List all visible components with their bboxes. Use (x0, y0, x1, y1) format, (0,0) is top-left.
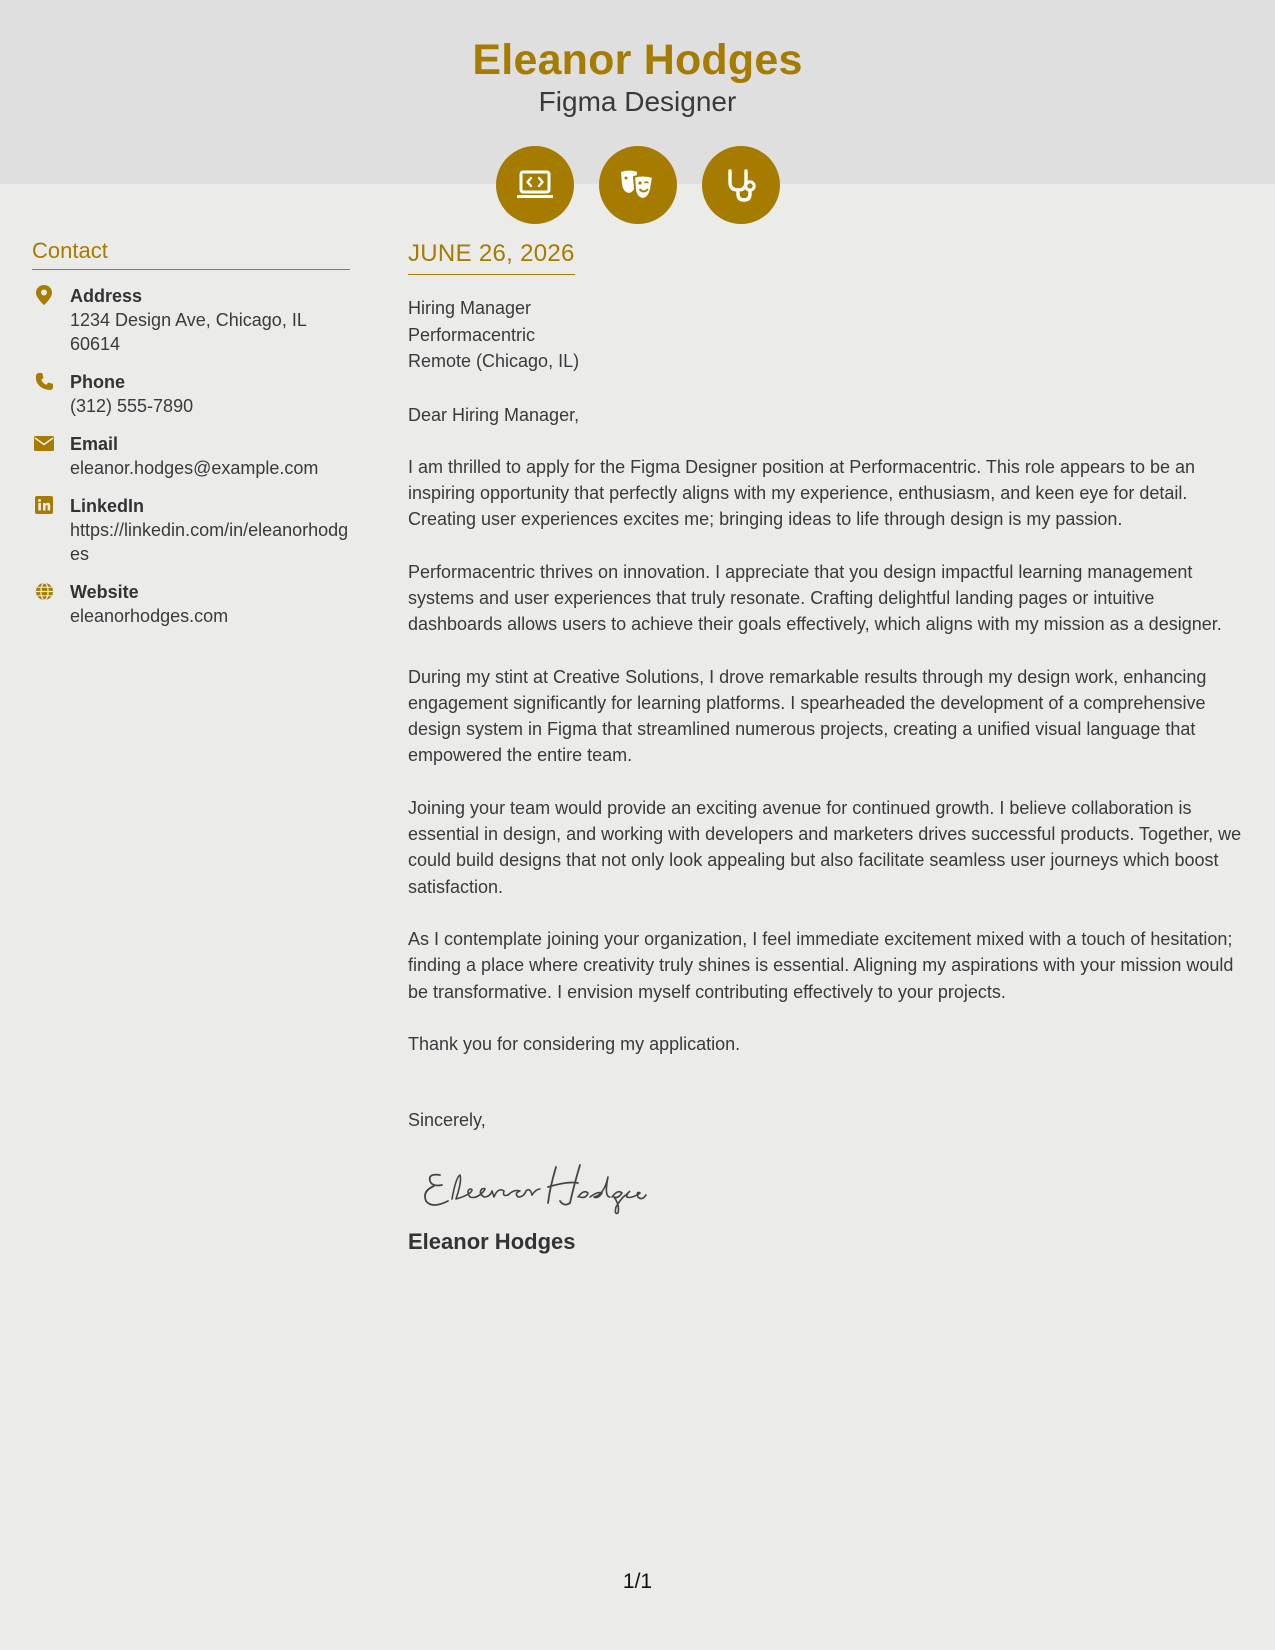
map-pin-icon (33, 284, 55, 306)
contact-website (32, 580, 350, 628)
closing: Sincerely, (408, 1110, 486, 1131)
header-icon-row (0, 146, 1275, 224)
linkedin-icon (33, 494, 55, 516)
handwritten-signature (418, 1157, 1250, 1217)
phone-value[interactable]: (312) 555-7890 (70, 396, 194, 416)
email-label: Email (70, 434, 119, 454)
contact-address (32, 284, 350, 356)
applicant-name: Eleanor Hodges (472, 36, 803, 84)
applicant-role: Figma Designer (538, 86, 737, 117)
contact-linkedin (32, 494, 350, 566)
website-label: Website (70, 582, 139, 602)
paragraph-5: As I contemplate joining your organization, I feel immediate excitement mixed with a touch of hesitation; finding a place where creativity truly shines is essential. Aligning my aspirations with your mission would be transformative. I envision myself contributing effectively to your projects. (408, 928, 1234, 1002)
theater-masks-icon (599, 146, 677, 224)
website-value[interactable]: eleanorhodges.com (70, 606, 229, 626)
contact-email (32, 432, 350, 480)
recipient-location: Remote (Chicago, IL) (408, 351, 580, 371)
email-value[interactable]: eleanor.hodges@example.com (70, 458, 319, 478)
paragraph-6: Thank you for considering my application. (408, 1033, 741, 1054)
address-label: Address (70, 286, 143, 306)
salutation: Dear Hiring Manager, (408, 404, 580, 425)
envelope-icon (33, 432, 55, 454)
paragraph-3: During my stint at Creative Solutions, I drove remarkable results through my design work, enhancing engagement significantly for learning platforms. I spearheaded the development of a comprehensive design system in Figma that streamlined numerous projects, creating a unified visual language that empowered the entire team. (408, 666, 1207, 766)
contact-sidebar (32, 238, 350, 642)
stethoscope-icon (702, 146, 780, 224)
linkedin-label: LinkedIn (70, 496, 145, 516)
letter-date: JUNE 26, 2026 (408, 240, 575, 275)
phone-icon (33, 370, 55, 392)
page-number: 1/1 (622, 1570, 653, 1593)
address-value: 1234 Design Ave, Chicago, IL 60614 (70, 310, 307, 354)
paragraph-4: Joining your team would provide an exciting avenue for continued growth. I believe collaboration is essential in design, and working with developers and marketers drives successful products. Together, we could build designs that not only look appealing but also facilitate seamless user journeys which boost satisfaction. (408, 797, 1242, 897)
globe-icon (33, 580, 55, 602)
phone-label: Phone (70, 372, 126, 392)
contact-heading: Contact (32, 238, 350, 270)
contact-phone (32, 370, 350, 418)
recipient-title: Hiring Manager (408, 298, 532, 318)
paragraph-1: I am thrilled to apply for the Figma Designer position at Performacentric. This role appears to be an inspiring opportunity that perfectly aligns with my experience, enthusiasm, and keen eye for detail. Creating user experiences excites me; bringing ideas to life through design is my passion. (408, 456, 1196, 530)
linkedin-value[interactable]: https://linkedin.com/in/eleanorhodges (70, 520, 349, 564)
signed-name: Eleanor Hodges (408, 1229, 576, 1255)
laptop-code-icon (496, 146, 574, 224)
recipient-company: Performacentric (408, 324, 536, 345)
paragraph-2: Performacentric thrives on innovation. I appreciate that you design impactful learning management systems and user experiences that truly resonate. Crafting delightful landing pages or intuitive dashboards allows users to achieve their goals effectively, which aligns with my mission as a designer. (408, 561, 1222, 635)
recipient-block (408, 295, 1250, 375)
cover-letter-body (408, 240, 1250, 1255)
